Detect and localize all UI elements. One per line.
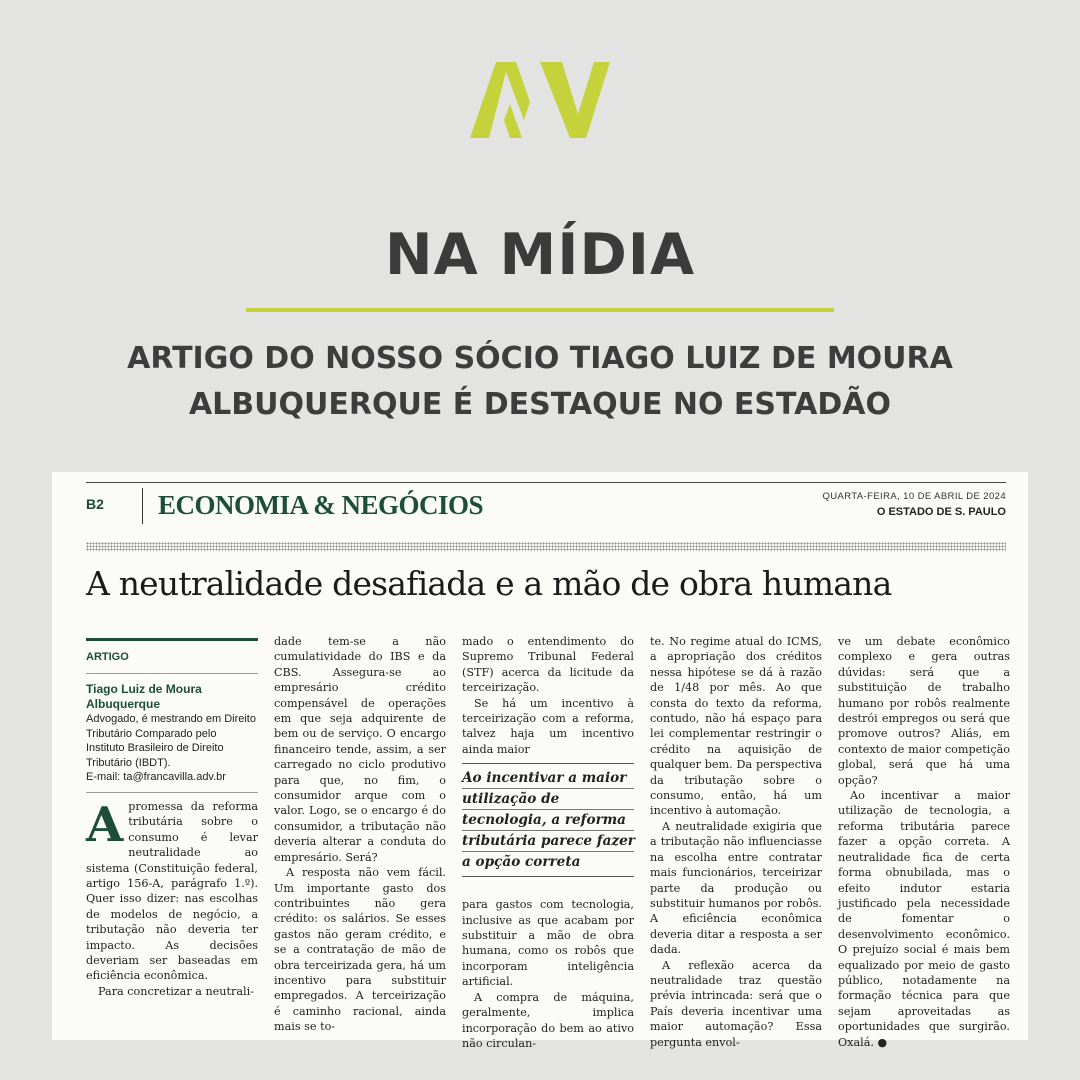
pull-quote bbox=[462, 763, 634, 877]
paragraph: Para concretizar a neutrali- bbox=[98, 984, 254, 998]
article-body bbox=[86, 796, 258, 999]
subtitle-line-1: ARTIGO DO NOSSO SÓCIO TIAGO LUIZ DE MOURA bbox=[127, 341, 953, 376]
paragraph-text: promessa da reforma tributária sobre o consumo é levar neutralidade ao sistema (Constituição federal, artigo 156-A, parágrafo 1.º). Quer isso dizer: nas escolhas de modelos de negócio, a tributação não deveria ter impacto. As decisões deveriam ser baseadas em eficiência econômica. bbox=[86, 799, 258, 983]
paragraph: te. No regime atual do ICMS, a apropriação dos créditos nessa hipótese se dá à razão de 1/48 por mês. Ao que consta do texto da reforma, contudo, não há espaço para lei complementar restringir o crédito na aquisição de qualquer bem. Da perspectiva da tributação sobre o consumo, então, há um incentivo à automação. bbox=[650, 635, 822, 818]
pull-quote-line: a opção correta bbox=[462, 854, 581, 871]
issue-date: QUARTA-FEIRA, 10 DE ABRIL DE 2024 bbox=[822, 491, 1006, 502]
paragraph: A resposta não vem fácil. Um importante gasto dos contribuintes não gera crédito: os salários. Se esses gastos não geram crédito, e se a contratação de mão de obra terceirizada gera, há um incentivo para substituir empregados. A terceirização é caminho racional, ainda mais se to- bbox=[274, 866, 446, 1034]
label-divider bbox=[86, 673, 258, 674]
article-column-5 bbox=[838, 634, 1010, 1050]
paragraph: para gastos com tecnologia, inclusive as que acabam por substituir a mão de obra humana, como os robôs que incorporam inteligência artificial. bbox=[462, 898, 634, 989]
paragraph: A compra de máquina, geralmente, implica incorporação do bem ao ativo não circulan- bbox=[462, 990, 634, 1050]
header-divider bbox=[142, 488, 143, 524]
paragraph: A neutralidade exigiria que a tributação não influenciasse na escolha entre contratar mais funcionários, terceirizar parte da produção ou substituir humanos por robôs. A eficiência econômica deveria ditar a resposta a ser dada. bbox=[650, 819, 822, 957]
author-email: E-mail: ta@francavilla.adv.br bbox=[86, 771, 226, 784]
newspaper-top-rule bbox=[86, 482, 1006, 483]
paragraph: ve um debate econômico complexo e gera outras dúvidas: será que a substituição de trabalho humano por robôs realmente destrói empregos ou será que promove outros? Aliás, em contexto de maior competição global, será que há uma opção? bbox=[838, 635, 1010, 787]
article-column-3 bbox=[462, 634, 634, 1051]
paragraph: mado o entendimento do Supremo Tribunal Federal (STF) acerca da licitude da terceirização. bbox=[462, 635, 634, 695]
article-headline: A neutralidade desafiada e a mão de obra humana bbox=[86, 564, 892, 603]
subtitle-line-2: ALBUQUERQUE É DESTAQUE NO ESTADÃO bbox=[188, 387, 892, 422]
pull-quote-line: Ao incentivar a maior bbox=[462, 768, 634, 789]
title-underline bbox=[246, 308, 834, 312]
pull-quote-line: tecnologia, a reforma bbox=[462, 810, 634, 831]
pull-quote-line: utilização de bbox=[462, 789, 634, 810]
page-number: B2 bbox=[86, 496, 104, 512]
paragraph bbox=[838, 788, 1010, 1050]
newspaper-clipping bbox=[52, 472, 1028, 1050]
paragraph bbox=[86, 796, 258, 984]
paragraph: Se há um incentivo à terceirização com a reforma, talvez haja um incentivo ainda maior bbox=[462, 696, 634, 756]
bio-divider bbox=[86, 792, 258, 793]
article-label: ARTIGO bbox=[86, 651, 129, 663]
drop-cap: A bbox=[86, 796, 124, 853]
paragraph: dade tem-se a não cumulatividade do IBS e da CBS. Assegura-se ao empresário crédito compensável de operações em que seja adquirente de bem ou de serviço. O encargo financeiro tende, assim, a ser carregado no ciclo produtivo para que, no fim, o consumidor arque com o valor. Logo, se o encargo é do consumidor, a tributação não deveria alterar a conduta do empresário. Será? bbox=[274, 635, 446, 864]
end-mark: ● bbox=[877, 1035, 888, 1049]
newspaper-name: O ESTADO DE S. PAULO bbox=[876, 506, 1006, 518]
column-top-bar bbox=[86, 638, 258, 641]
av-logo bbox=[470, 62, 610, 138]
article-column-2 bbox=[274, 634, 446, 1035]
dotted-divider bbox=[86, 542, 1006, 551]
author-bio: Advogado, é mestrando em Direito Tributário Comparado pelo Instituto Brasileiro de Direito Tributário (IBDT). bbox=[86, 713, 256, 769]
paragraph: A reflexão acerca da neutralidade traz questão prévia intrincada: será que o País deveria incentivar uma maior automação? Essa pergunta envol- bbox=[650, 958, 822, 1049]
page-subtitle bbox=[60, 336, 1020, 428]
article-column-4 bbox=[650, 634, 822, 1050]
paragraph-text: Ao incentivar a maior utilização de tecnologia, a reforma tributária parece fazer a opção correta. A neutralidade fica de certa forma obnubilada, mas o efeito indutor estaria justificado pela necessidade de fomentar o desenvolvimento econômico. O prejuízo social é mais bem equalizado por meio de gasto público, notadamente na formação técnica para que sejam aproveitadas as oportunidades que surgirão. Oxalá. bbox=[838, 789, 1010, 1049]
page-title: NA MÍDIA bbox=[384, 222, 696, 288]
pull-quote-line: tributária parece fazer bbox=[462, 831, 634, 852]
section-name: ECONOMIA & NEGÓCIOS bbox=[158, 490, 484, 520]
article-column-1 bbox=[86, 638, 258, 999]
author-name: Tiago Luiz de Moura Albuquerque bbox=[86, 682, 202, 711]
